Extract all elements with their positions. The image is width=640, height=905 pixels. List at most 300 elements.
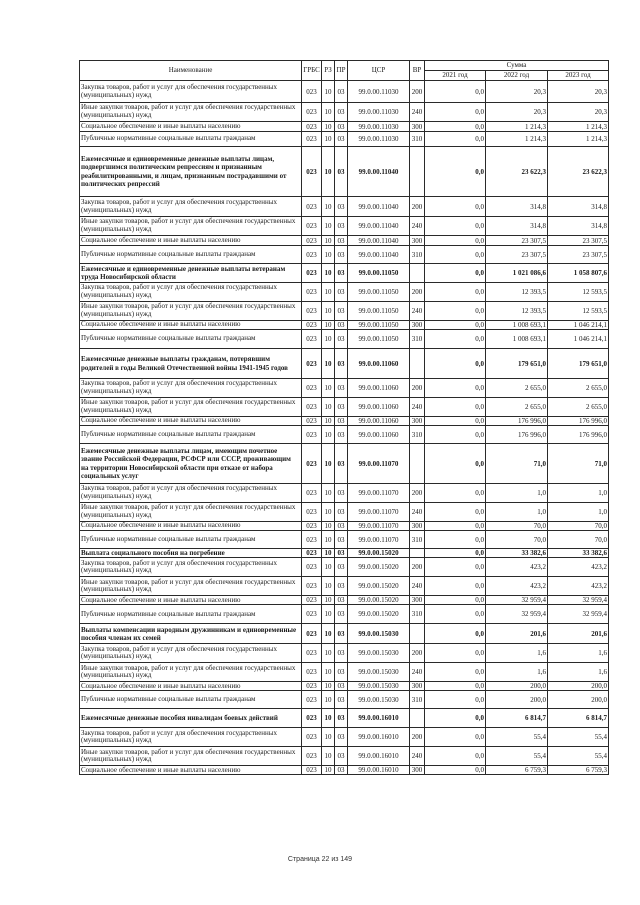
row-vr: 240 — [410, 503, 425, 522]
row-sum-2022: 23 307,5 — [486, 246, 548, 264]
row-sum-2022: 12 393,5 — [486, 302, 548, 321]
row-pr: 03 — [335, 522, 348, 531]
table-row — [80, 147, 609, 197]
row-csr: 99.0.00.15020 — [348, 596, 410, 605]
row-name: Закупка товаров, работ и услуг для обеспечения государственных (муниципальных) нужд — [80, 283, 302, 302]
row-sum-2022: 20,3 — [486, 103, 548, 122]
row-name: Закупка товаров, работ и услуг для обеспечения государственных (муниципальных) нужд — [80, 644, 302, 663]
row-pr: 03 — [335, 728, 348, 747]
row-rz: 10 — [322, 330, 335, 349]
row-rz: 10 — [322, 321, 335, 330]
row-sum-2023: 201,6 — [548, 624, 609, 644]
row-sum-2022: 71,0 — [486, 444, 548, 484]
table-row — [80, 103, 609, 122]
row-csr: 99.0.00.11050 — [348, 302, 410, 321]
row-vr: 300 — [410, 522, 425, 531]
row-pr: 03 — [335, 330, 348, 349]
table-row — [80, 747, 609, 766]
table-row — [80, 484, 609, 503]
row-name: Социальное обеспечение и иные выплаты населению — [80, 682, 302, 691]
row-sum-2021: 0,0 — [425, 663, 486, 682]
row-rz: 10 — [322, 728, 335, 747]
row-rz: 10 — [322, 217, 335, 236]
row-sum-2021: 0,0 — [425, 484, 486, 503]
row-sum-2021: 0,0 — [425, 349, 486, 379]
row-pr: 03 — [335, 747, 348, 766]
row-sum-2022: 23 307,5 — [486, 236, 548, 246]
row-sum-2021: 0,0 — [425, 379, 486, 398]
row-sum-2021: 0,0 — [425, 398, 486, 417]
budget-table — [79, 60, 609, 775]
row-sum-2022: 1,6 — [486, 644, 548, 663]
row-sum-2022: 2 655,0 — [486, 379, 548, 398]
row-sum-2021: 0,0 — [425, 81, 486, 103]
row-sum-2022: 1 021 086,6 — [486, 264, 548, 283]
row-csr: 99.0.00.16010 — [348, 766, 410, 775]
row-grbs: 023 — [302, 522, 322, 531]
table-row — [80, 379, 609, 398]
row-sum-2023: 23 307,5 — [548, 246, 609, 264]
row-pr: 03 — [335, 122, 348, 132]
row-grbs: 023 — [302, 122, 322, 132]
row-name: Закупка товаров, работ и услуг для обеспечения государственных (муниципальных) нужд — [80, 81, 302, 103]
row-name: Ежемесячные и единовременные денежные выплаты ветеранам труда Новосибирской области — [80, 264, 302, 283]
row-grbs: 023 — [302, 503, 322, 522]
row-grbs: 023 — [302, 766, 322, 775]
row-vr: 200 — [410, 728, 425, 747]
row-sum-2021: 0,0 — [425, 691, 486, 709]
row-csr: 99.0.00.15020 — [348, 549, 410, 558]
row-name: Иные закупки товаров, работ и услуг для обеспечения государственных (муниципальных) нужд — [80, 302, 302, 321]
row-pr: 03 — [335, 264, 348, 283]
row-sum-2022: 6 759,3 — [486, 766, 548, 775]
row-name: Выплата социального пособия на погребение — [80, 549, 302, 558]
row-sum-2023: 1,0 — [548, 484, 609, 503]
row-rz: 10 — [322, 264, 335, 283]
row-sum-2023: 1,6 — [548, 663, 609, 682]
row-vr — [410, 549, 425, 558]
row-csr: 99.0.00.11040 — [348, 147, 410, 197]
row-csr: 99.0.00.11050 — [348, 264, 410, 283]
table-row — [80, 197, 609, 217]
row-name: Ежемесячные денежные выплаты гражданам, потерявшим родителей в годы Великой Отечественной войны 1941-1945 годов — [80, 349, 302, 379]
row-rz: 10 — [322, 417, 335, 426]
table-row — [80, 81, 609, 103]
row-grbs: 023 — [302, 531, 322, 549]
row-csr: 99.0.00.11050 — [348, 321, 410, 330]
row-sum-2023: 1 046 214,1 — [548, 321, 609, 330]
row-name: Иные закупки товаров, работ и услуг для обеспечения государственных (муниципальных) нужд — [80, 747, 302, 766]
row-sum-2023: 423,2 — [548, 577, 609, 596]
row-name: Закупка товаров, работ и услуг для обеспечения государственных (муниципальных) нужд — [80, 728, 302, 747]
row-rz: 10 — [322, 605, 335, 624]
table-row — [80, 236, 609, 246]
row-csr: 99.0.00.15030 — [348, 663, 410, 682]
row-rz: 10 — [322, 132, 335, 147]
row-csr: 99.0.00.15020 — [348, 605, 410, 624]
row-sum-2021: 0,0 — [425, 132, 486, 147]
table-row — [80, 417, 609, 426]
row-grbs: 023 — [302, 484, 322, 503]
table-row — [80, 444, 609, 484]
row-vr: 310 — [410, 691, 425, 709]
row-sum-2023: 179 651,0 — [548, 349, 609, 379]
table-row — [80, 122, 609, 132]
row-sum-2021: 0,0 — [425, 605, 486, 624]
row-grbs: 023 — [302, 398, 322, 417]
row-pr: 03 — [335, 321, 348, 330]
row-pr: 03 — [335, 444, 348, 484]
row-grbs: 023 — [302, 747, 322, 766]
row-rz: 10 — [322, 577, 335, 596]
row-vr: 240 — [410, 217, 425, 236]
row-sum-2022: 1 008 693,1 — [486, 330, 548, 349]
row-rz: 10 — [322, 147, 335, 197]
row-sum-2022: 20,3 — [486, 81, 548, 103]
row-rz: 10 — [322, 558, 335, 577]
row-pr: 03 — [335, 549, 348, 558]
row-grbs: 023 — [302, 246, 322, 264]
row-sum-2023: 32 959,4 — [548, 596, 609, 605]
row-csr: 99.0.00.11040 — [348, 236, 410, 246]
row-sum-2021: 0,0 — [425, 549, 486, 558]
table-body — [80, 81, 609, 775]
header-grbs: ГРБС — [302, 61, 322, 81]
row-name: Социальное обеспечение и иные выплаты населению — [80, 321, 302, 330]
row-grbs: 023 — [302, 426, 322, 444]
row-grbs: 023 — [302, 236, 322, 246]
row-rz: 10 — [322, 81, 335, 103]
row-csr: 99.0.00.11070 — [348, 531, 410, 549]
row-csr: 99.0.00.11070 — [348, 503, 410, 522]
row-sum-2023: 20,3 — [548, 103, 609, 122]
row-sum-2021: 0,0 — [425, 709, 486, 728]
row-vr: 300 — [410, 236, 425, 246]
row-name: Публичные нормативные социальные выплаты гражданам — [80, 330, 302, 349]
row-rz: 10 — [322, 398, 335, 417]
row-sum-2023: 71,0 — [548, 444, 609, 484]
row-pr: 03 — [335, 379, 348, 398]
row-csr: 99.0.00.11030 — [348, 103, 410, 122]
row-csr: 99.0.00.11060 — [348, 417, 410, 426]
table-row — [80, 426, 609, 444]
row-vr: 200 — [410, 484, 425, 503]
row-rz: 10 — [322, 747, 335, 766]
row-grbs: 023 — [302, 644, 322, 663]
row-grbs: 023 — [302, 302, 322, 321]
row-name: Иные закупки товаров, работ и услуг для обеспечения государственных (муниципальных) нужд — [80, 103, 302, 122]
row-pr: 03 — [335, 682, 348, 691]
row-sum-2022: 23 622,3 — [486, 147, 548, 197]
row-sum-2022: 1 008 693,1 — [486, 321, 548, 330]
row-sum-2023: 423,2 — [548, 558, 609, 577]
row-vr: 240 — [410, 663, 425, 682]
row-name: Ежемесячные денежные выплаты лицам, имеющим почетное звание Российской Федерации, РСФСР или СССР, проживающим на территории Новосибирской области при отказе от набора социальных услуг — [80, 444, 302, 484]
row-name: Публичные нормативные социальные выплаты гражданам — [80, 531, 302, 549]
row-csr: 99.0.00.16010 — [348, 747, 410, 766]
row-sum-2023: 55,4 — [548, 747, 609, 766]
row-csr: 99.0.00.15030 — [348, 644, 410, 663]
row-grbs: 023 — [302, 197, 322, 217]
row-rz: 10 — [322, 503, 335, 522]
table-row — [80, 644, 609, 663]
row-name: Публичные нормативные социальные выплаты гражданам — [80, 246, 302, 264]
header-csr: ЦСР — [348, 61, 410, 81]
row-name: Социальное обеспечение и иные выплаты населению — [80, 522, 302, 531]
row-sum-2023: 1 214,3 — [548, 132, 609, 147]
row-sum-2022: 423,2 — [486, 577, 548, 596]
row-csr: 99.0.00.11070 — [348, 522, 410, 531]
header-year-2022: 2022 год — [486, 71, 548, 81]
row-grbs: 023 — [302, 321, 322, 330]
row-pr: 03 — [335, 283, 348, 302]
table-row — [80, 302, 609, 321]
table-row — [80, 321, 609, 330]
table-row — [80, 283, 609, 302]
header-year-2023: 2023 год — [548, 71, 609, 81]
table-row — [80, 596, 609, 605]
row-rz: 10 — [322, 302, 335, 321]
row-csr: 99.0.00.15030 — [348, 624, 410, 644]
row-sum-2022: 201,6 — [486, 624, 548, 644]
row-rz: 10 — [322, 349, 335, 379]
row-sum-2023: 12 593,5 — [548, 302, 609, 321]
row-name: Публичные нормативные социальные выплаты гражданам — [80, 605, 302, 624]
row-rz: 10 — [322, 766, 335, 775]
row-sum-2021: 0,0 — [425, 264, 486, 283]
row-pr: 03 — [335, 558, 348, 577]
row-name: Закупка товаров, работ и услуг для обеспечения государственных (муниципальных) нужд — [80, 558, 302, 577]
table-row — [80, 531, 609, 549]
row-sum-2022: 200,0 — [486, 682, 548, 691]
row-csr: 99.0.00.11040 — [348, 197, 410, 217]
table-row — [80, 132, 609, 147]
row-pr: 03 — [335, 605, 348, 624]
row-sum-2022: 314,8 — [486, 217, 548, 236]
row-rz: 10 — [322, 682, 335, 691]
row-name: Публичные нормативные социальные выплаты гражданам — [80, 691, 302, 709]
row-grbs: 023 — [302, 709, 322, 728]
row-sum-2023: 70,0 — [548, 522, 609, 531]
row-csr: 99.0.00.15030 — [348, 691, 410, 709]
row-rz: 10 — [322, 596, 335, 605]
header-pr: ПР — [335, 61, 348, 81]
row-sum-2022: 55,4 — [486, 747, 548, 766]
table-row — [80, 663, 609, 682]
row-sum-2022: 176 996,0 — [486, 417, 548, 426]
row-vr — [410, 264, 425, 283]
row-pr: 03 — [335, 217, 348, 236]
row-pr: 03 — [335, 624, 348, 644]
table-row — [80, 217, 609, 236]
row-pr: 03 — [335, 398, 348, 417]
row-csr: 99.0.00.11070 — [348, 484, 410, 503]
budget-page — [79, 60, 608, 775]
row-pr: 03 — [335, 531, 348, 549]
row-name: Социальное обеспечение и иные выплаты населению — [80, 417, 302, 426]
row-sum-2022: 12 393,5 — [486, 283, 548, 302]
row-csr: 99.0.00.11050 — [348, 283, 410, 302]
row-csr: 99.0.00.11060 — [348, 349, 410, 379]
row-name: Иные закупки товаров, работ и услуг для обеспечения государственных (муниципальных) нужд — [80, 503, 302, 522]
row-grbs: 023 — [302, 558, 322, 577]
row-rz: 10 — [322, 197, 335, 217]
row-vr — [410, 624, 425, 644]
row-sum-2023: 314,8 — [548, 217, 609, 236]
row-vr: 200 — [410, 283, 425, 302]
row-pr: 03 — [335, 484, 348, 503]
row-rz: 10 — [322, 531, 335, 549]
row-vr: 310 — [410, 605, 425, 624]
table-row — [80, 624, 609, 644]
row-pr: 03 — [335, 577, 348, 596]
row-sum-2023: 1 214,3 — [548, 122, 609, 132]
row-vr: 200 — [410, 379, 425, 398]
row-name: Иные закупки товаров, работ и услуг для обеспечения государственных (муниципальных) нужд — [80, 398, 302, 417]
row-grbs: 023 — [302, 577, 322, 596]
row-sum-2023: 1 046 214,1 — [548, 330, 609, 349]
table-row — [80, 709, 609, 728]
header-vr: ВР — [410, 61, 425, 81]
row-name: Закупка товаров, работ и услуг для обеспечения государственных (муниципальных) нужд — [80, 484, 302, 503]
table-row — [80, 577, 609, 596]
row-pr: 03 — [335, 349, 348, 379]
row-sum-2023: 176 996,0 — [548, 417, 609, 426]
row-grbs: 023 — [302, 379, 322, 398]
row-grbs: 023 — [302, 624, 322, 644]
row-rz: 10 — [322, 379, 335, 398]
row-csr: 99.0.00.11040 — [348, 246, 410, 264]
table-row — [80, 691, 609, 709]
row-grbs: 023 — [302, 103, 322, 122]
row-csr: 99.0.00.11060 — [348, 426, 410, 444]
row-grbs: 023 — [302, 330, 322, 349]
row-sum-2022: 179 651,0 — [486, 349, 548, 379]
row-vr — [410, 349, 425, 379]
row-csr: 99.0.00.11040 — [348, 217, 410, 236]
row-sum-2022: 200,0 — [486, 691, 548, 709]
row-sum-2022: 32 959,4 — [486, 605, 548, 624]
table-header — [80, 61, 609, 81]
row-pr: 03 — [335, 766, 348, 775]
table-row — [80, 330, 609, 349]
row-sum-2021: 0,0 — [425, 644, 486, 663]
row-pr: 03 — [335, 236, 348, 246]
row-sum-2021: 0,0 — [425, 624, 486, 644]
row-vr: 300 — [410, 596, 425, 605]
row-vr: 240 — [410, 747, 425, 766]
row-csr: 99.0.00.15030 — [348, 682, 410, 691]
row-sum-2022: 2 655,0 — [486, 398, 548, 417]
row-pr: 03 — [335, 691, 348, 709]
row-grbs: 023 — [302, 444, 322, 484]
row-rz: 10 — [322, 709, 335, 728]
row-pr: 03 — [335, 197, 348, 217]
row-name: Закупка товаров, работ и услуг для обеспечения государственных (муниципальных) нужд — [80, 197, 302, 217]
row-grbs: 023 — [302, 147, 322, 197]
table-row — [80, 558, 609, 577]
row-pr: 03 — [335, 417, 348, 426]
table-row — [80, 549, 609, 558]
row-pr: 03 — [335, 147, 348, 197]
row-sum-2023: 70,0 — [548, 531, 609, 549]
row-sum-2021: 0,0 — [425, 444, 486, 484]
row-pr: 03 — [335, 426, 348, 444]
table-row — [80, 682, 609, 691]
row-sum-2023: 200,0 — [548, 682, 609, 691]
row-name: Социальное обеспечение и иные выплаты населению — [80, 122, 302, 132]
row-sum-2023: 23 307,5 — [548, 236, 609, 246]
row-vr — [410, 444, 425, 484]
row-pr: 03 — [335, 103, 348, 122]
row-sum-2023: 1 058 807,6 — [548, 264, 609, 283]
row-pr: 03 — [335, 709, 348, 728]
row-pr: 03 — [335, 132, 348, 147]
row-vr: 300 — [410, 417, 425, 426]
row-csr: 99.0.00.11070 — [348, 444, 410, 484]
row-rz: 10 — [322, 103, 335, 122]
row-sum-2023: 23 622,3 — [548, 147, 609, 197]
row-sum-2022: 1,6 — [486, 663, 548, 682]
row-csr: 99.0.00.15020 — [348, 558, 410, 577]
row-sum-2022: 1 214,3 — [486, 132, 548, 147]
row-sum-2022: 6 814,7 — [486, 709, 548, 728]
row-pr: 03 — [335, 246, 348, 264]
row-sum-2023: 12 593,5 — [548, 283, 609, 302]
row-grbs: 023 — [302, 663, 322, 682]
row-grbs: 023 — [302, 682, 322, 691]
row-sum-2023: 2 655,0 — [548, 398, 609, 417]
row-rz: 10 — [322, 691, 335, 709]
row-name: Публичные нормативные социальные выплаты гражданам — [80, 132, 302, 147]
row-vr: 200 — [410, 558, 425, 577]
row-sum-2021: 0,0 — [425, 246, 486, 264]
table-row — [80, 398, 609, 417]
row-vr: 300 — [410, 122, 425, 132]
table-row — [80, 522, 609, 531]
row-sum-2021: 0,0 — [425, 197, 486, 217]
row-vr: 200 — [410, 81, 425, 103]
row-sum-2023: 1,0 — [548, 503, 609, 522]
row-csr: 99.0.00.16010 — [348, 709, 410, 728]
row-sum-2022: 55,4 — [486, 728, 548, 747]
row-grbs: 023 — [302, 549, 322, 558]
row-sum-2022: 423,2 — [486, 558, 548, 577]
row-csr: 99.0.00.15020 — [348, 577, 410, 596]
row-sum-2021: 0,0 — [425, 766, 486, 775]
row-rz: 10 — [322, 663, 335, 682]
row-name: Выплаты компенсации народным дружинникам и единовременные пособия членам их семей — [80, 624, 302, 644]
row-csr: 99.0.00.16010 — [348, 728, 410, 747]
row-vr: 240 — [410, 103, 425, 122]
row-grbs: 023 — [302, 217, 322, 236]
row-sum-2021: 0,0 — [425, 577, 486, 596]
row-sum-2022: 1 214,3 — [486, 122, 548, 132]
row-name: Ежемесячные и единовременные денежные выплаты лицам, подвергшимся политическим репрессиям и признанным реабилитированными, и лицам, признанным пострадавшими от политических репрессий — [80, 147, 302, 197]
row-rz: 10 — [322, 549, 335, 558]
row-sum-2021: 0,0 — [425, 503, 486, 522]
row-sum-2021: 0,0 — [425, 217, 486, 236]
row-pr: 03 — [335, 663, 348, 682]
table-row — [80, 246, 609, 264]
row-sum-2023: 176 996,0 — [548, 426, 609, 444]
row-rz: 10 — [322, 236, 335, 246]
row-pr: 03 — [335, 302, 348, 321]
row-sum-2021: 0,0 — [425, 302, 486, 321]
row-grbs: 023 — [302, 283, 322, 302]
row-vr: 240 — [410, 577, 425, 596]
row-sum-2023: 200,0 — [548, 691, 609, 709]
